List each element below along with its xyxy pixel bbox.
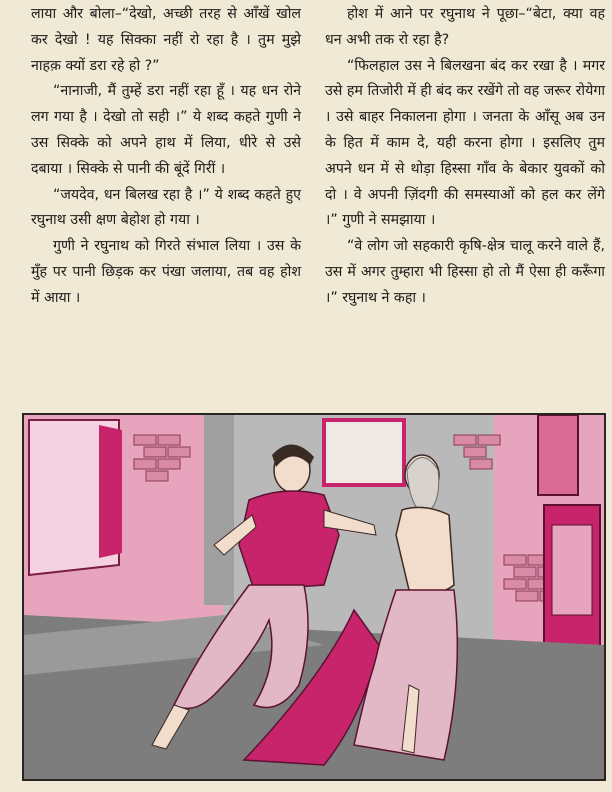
right-text-column [325,2,605,312]
left-text-column [31,2,301,312]
right-paragraph-2: “फिलहाल उस ने बिलखना बंद कर रखा है । मगर उसे हम तिजोरी में ही बंद कर रखेंगे तो वह जरूर रोयेगा । उसे बाहर निकालना होगा । जनता के आँसू अब उन के हित में काम दे, यही करना होगा । इसलिए तुम अपने धन में से थोड़ा हिस्सा गाँव के बेकार युवकों को दो । वे अपनी ज़िंदगी की समस्याओं को हल कर लेंगे ।” गुणी ने समझाया । [325,57,605,229]
left-paragraph-2: “नानाजी, मैं तुम्हें डरा नहीं रहा हूँ । यह धन रोने लग गया है । देखो तो सही ।” ये शब्द कहते गुणी ने उस सिक्के को अपने हाथ में लिया, धीरे से उसे दबाया । सिक्के से पानी की बूंदें गिरीं । [31,83,301,177]
wall-calendar [538,415,578,495]
left-paragraph-1: लाया और बोला–“देखो, अच्छी तरह से आँखें खोल कर देखो ! यह सिक्का नहीं रो रहा है । तुम मुझे नाहक़ क्यों डरा रहे हो ?” [31,6,301,74]
left-paragraph-4: गुणी ने रघुनाथ को गिरते संभाल लिया । उस के मुँह पर पानी छिड़क कर पंखा जलाया, तब वह होश में आया । [31,238,301,306]
window-shutter [99,425,122,558]
wall-mirror [324,420,404,485]
right-paragraph-1: होश में आने पर रघुनाथ ने पूछा–“बेटा, क्या वह धन अभी तक रो रहा है? [325,6,605,48]
comic-scene-icon [24,415,604,779]
pillar [204,415,234,605]
cabinet-panel [552,525,592,615]
right-paragraph-3: “वे लोग जो सहकारी कृषि-क्षेत्र चालू करने वाले हैं, उस में अगर तुम्हारा भी हिस्सा हो तो मैं ऐसा ही करूँगा ।” रघुनाथ ने कहा । [325,238,605,306]
left-paragraph-3: “जयदेव, धन बिलख रहा है ।” ये शब्द कहते हुए रघुनाथ उसी क्षण बेहोश हो गया । [31,186,301,229]
illustration-panel [22,413,606,781]
